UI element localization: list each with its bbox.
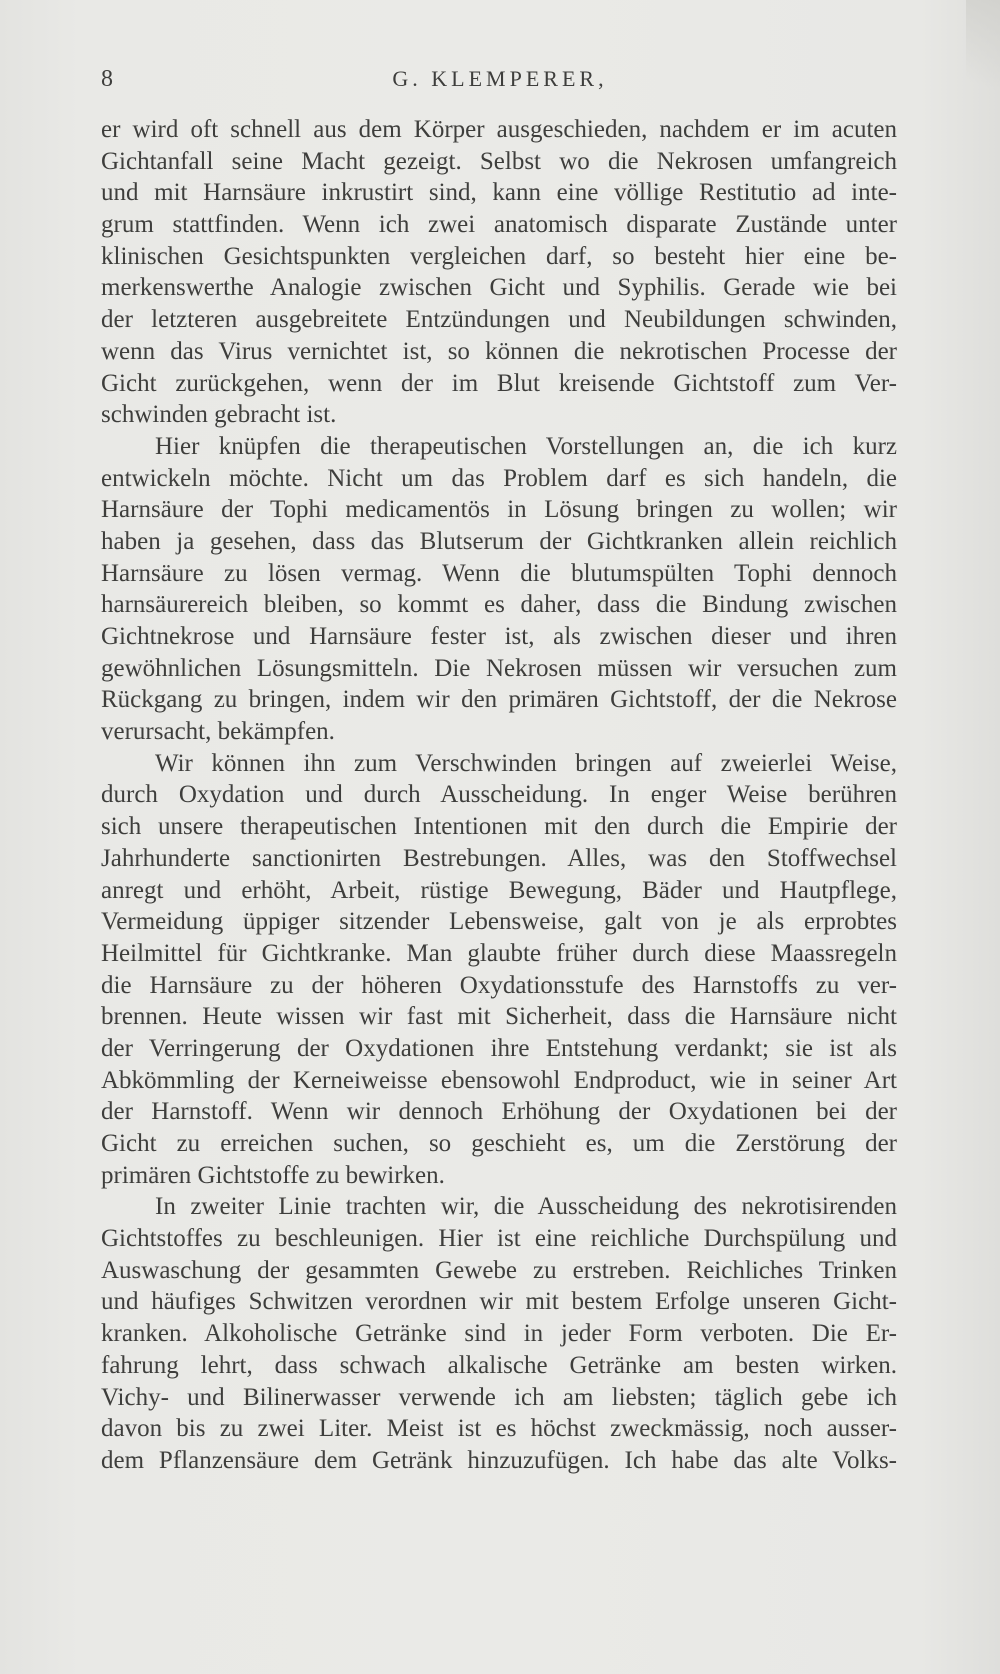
text-line: Abkömmling der Kerneiweisse ebensowohl Endproduct, wie in seiner Art [101, 1066, 897, 1094]
text-line: brennen. Heute wissen wir fast mit Sicherheit, dass die Harnsäure nicht [101, 1003, 897, 1031]
text-line: Auswaschung der gesammten Gewebe zu erstreben. Reichliches Trinken [101, 1256, 897, 1284]
running-head: G. KLEMPERER, [392, 66, 608, 91]
text-line: Jahrhunderte sanctionirten Bestrebungen. Alles, was den Stoffwechsel [101, 844, 897, 872]
text-line: Gichtanfall seine Macht gezeigt. Selbst wo die Nekrosen umfangreich [101, 147, 897, 175]
text-line: schwinden gebracht ist. [101, 401, 337, 429]
text-line: Gichtnekrose und Harnsäure fester ist, als zwischen dieser und ihren [101, 623, 897, 650]
page-header [101, 66, 899, 100]
text-line: Harnsäure der Tophi medicamentös in Lösung bringen zu wollen; wir [101, 496, 897, 524]
text-line: Gicht zurückgehen, wenn der im Blut kreisende Gichtstoff zum Ver- [101, 369, 897, 397]
text-line: Vermeidung üppiger sitzender Lebensweise, galt von je als erprobtes [101, 908, 897, 936]
text-line: dem Pflanzensäure dem Getränk hinzuzufügen. Ich habe das alte Volks- [101, 1446, 897, 1474]
text-line: Heilmittel für Gichtkranke. Man glaubte früher durch diese Maassregeln [101, 939, 897, 967]
text-line: Gichtstoffes zu beschleunigen. Hier ist eine reichliche Durchspülung und [101, 1225, 897, 1253]
text-line: der letzteren ausgebreitete Entzündungen und Neubildungen schwinden, [101, 306, 897, 334]
text-line: Vichy- und Bilinerwasser verwende ich am liebsten; täglich gebe ich [101, 1383, 897, 1411]
text-line: und häufiges Schwitzen verordnen wir mit bestem Erfolge unseren Gicht- [101, 1288, 897, 1316]
page-corner-shadow [966, 0, 1000, 120]
text-line: kranken. Alkoholische Getränke sind in jeder Form verboten. Die Er- [101, 1320, 897, 1348]
page-number: 8 [101, 66, 114, 92]
text-line: die Harnsäure zu der höheren Oxydationsstufe des Harnstoffs zu ver- [101, 971, 897, 999]
text-line: sich unsere therapeutischen Intentionen mit den durch die Empirie der [101, 813, 897, 841]
text-line: davon bis zu zwei Liter. Meist ist es höchst zweckmässig, noch ausser- [101, 1415, 897, 1443]
text-line: der Verringerung der Oxydationen ihre Entstehung verdankt; sie ist als [101, 1034, 897, 1062]
text-line: anregt und erhöht, Arbeit, rüstige Bewegung, Bäder und Hautpflege, [101, 876, 897, 904]
text-line: Hier knüpfen die therapeutischen Vorstellungen an, die ich kurz [155, 432, 897, 460]
text-line: gewöhnlichen Lösungsmitteln. Die Nekrosen müssen wir versuchen zum [101, 654, 897, 682]
text-line: primären Gichtstoffe zu bewirken. [101, 1161, 445, 1189]
text-line: grum stattfinden. Wenn ich zwei anatomisch disparate Zustände unter [101, 211, 897, 239]
text-line: durch Oxydation und durch Ausscheidung. In enger Weise berühren [101, 781, 897, 809]
text-line: harnsäurereich bleiben, so kommt es daher, dass die Bindung zwischen [101, 591, 897, 619]
text-line: In zweiter Linie trachten wir, die Ausscheidung des nekrotisirenden [155, 1193, 897, 1221]
text-line: und mit Harnsäure inkrustirt sind, kann eine völlige Restitutio ad inte- [101, 179, 897, 207]
text-line: entwickeln möchte. Nicht um das Problem darf es sich handeln, die [101, 464, 897, 492]
text-line: Rückgang zu bringen, indem wir den primären Gichtstoff, der die Nekrose [101, 686, 897, 714]
body-text [101, 114, 897, 1477]
text-line: merkenswerthe Analogie zwischen Gicht und Syphilis. Gerade wie bei [101, 274, 897, 302]
text-line: Harnsäure zu lösen vermag. Wenn die blutumspülten Tophi dennoch [101, 559, 897, 587]
text-line: wenn das Virus vernichtet ist, so können die nekrotischen Processe der [101, 337, 897, 365]
text-line: der Harnstoff. Wenn wir dennoch Erhöhung der Oxydationen bei der [101, 1098, 897, 1126]
text-line: klinischen Gesichtspunkten vergleichen darf, so besteht hier eine be- [101, 242, 897, 270]
text-line: haben ja gesehen, dass das Blutserum der Gichtkranken allein reichlich [101, 527, 897, 555]
text-line: fahrung lehrt, dass schwach alkalische Getränke am besten wirken. [101, 1351, 897, 1379]
text-line: Gicht zu erreichen suchen, so geschieht es, um die Zerstörung der [101, 1130, 897, 1157]
text-line: Wir können ihn zum Verschwinden bringen auf zweierlei Weise, [155, 749, 897, 777]
text-line: er wird oft schnell aus dem Körper ausgeschieden, nachdem er im acuten [101, 116, 897, 143]
text-line: verursacht, bekämpfen. [101, 718, 335, 746]
